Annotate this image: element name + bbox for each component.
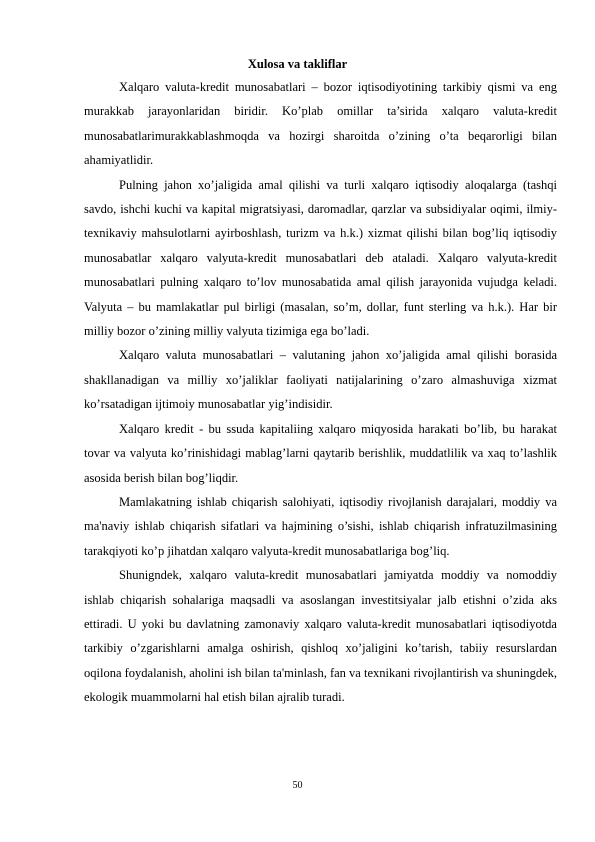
page-number: 50: [292, 780, 303, 791]
paragraph: Pulning jahon xo’jaligida amal qilishi va turli xalqaro iqtisodiy aloqalarga (tashqi savdo, ishchi kuchi va kapital migratsiyasi, daromadlar, qarzlar va subsidiyalar oqimi, ilmiy-texnikaviy mahsulotlarni ayirboshlash, turizm va h.k.) xizmat qilishi bilan bog’liq iqtisodiy munosabatlar xalqaro valyuta-kredit munosabatlari deb ataladi. Xalqaro valyuta-kredit munosabatlari pulning xalqaro to’lov munosabatida amal qilish jarayonida vujudga keladi. Valyuta – bu mamlakatlar pul birligi (masalan, so’m, dollar, funt sterling va h.k.). Har bir milliy bozor o’zining milliy valyuta tizimiga ega bo’ladi.: [84, 177, 557, 339]
paragraph: Shunigndek, xalqaro valuta-kredit munosabatlari jamiyatda moddiy va nomoddiy ishlab chiqarish sohalariga maqsadli va asoslangan investitsiyalar jalb etishni o’zida aks ettiradi. U yoki bu davlatning zamonaviy xalqaro valuta-kredit munosabatlari iqtisodiyotda tarkibiy o’zgarishlarni amalga oshirish, qishloq xo’jaligini ko’tarish, tabiiy resurslardan oqilona foydalanish, aholini ish bilan ta'minlash, fan va texnikani rivojlantirish va shuningdek, ekologik muammolarni hal etish bilan ajralib turadi.: [84, 568, 557, 705]
page-title: Xulosa va takliflar: [247, 57, 348, 71]
paragraph: Xalqaro kredit - bu ssuda kapitaliing xalqaro miqyosida harakati bo’lib, bu harakat tovar va valyuta ko’rinishidagi mablag’larni qaytarib berishlik, muddatlilik va xaq to’lashlik asosida berish bilan bog’liqdir.: [84, 421, 557, 485]
paragraph: Xalqaro valuta-kredit munosabatlari – bozor iqtisodiyotining tarkibiy qismi va eng murakkab jarayonlaridan biridir. Ko’plab omillar ta’sirida xalqaro valuta-kredit munosabatlarimurakkablashmoqda va hozirgi sharoitda o’zining o’ta beqarorligi bilan ahamiyatlidir.: [84, 80, 557, 168]
body-text: [84, 75, 557, 710]
paragraph: Mamlakatning ishlab chiqarish salohiyati, iqtisodiy rivojlanish darajalari, moddiy va ma'naviy ishlab chiqarish sifatlari va hajmining o’sishi, ishlab chiqarish infratuzilmasining tarakqiyoti ko’p jihatdan xalqaro valyuta-kredit munosabatlariga bog’liq.: [84, 494, 557, 558]
paragraph: Xalqaro valuta munosabatlari – valutaning jahon xo’jaligida amal qilishi borasida shakllanadigan va milliy xo’jaliklar faoliyati natijalarining o’zaro almashuviga xizmat ko’rsatadigan ijtimoiy munosabatlar yig’indisidir.: [84, 348, 557, 412]
